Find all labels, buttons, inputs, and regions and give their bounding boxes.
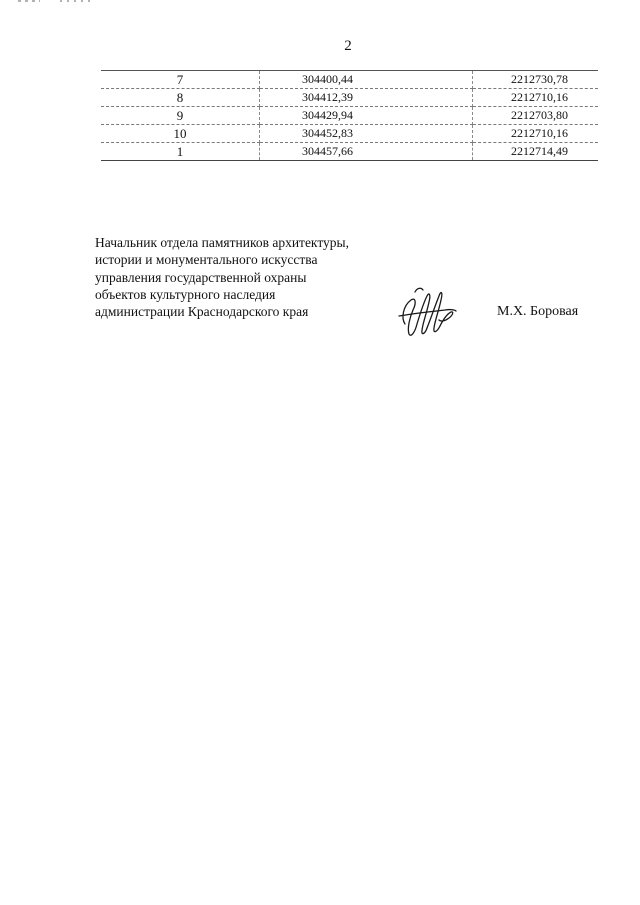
coordinates-table (101, 70, 598, 161)
x-coordinate-cell: 304412,39 (260, 89, 473, 107)
position-line: управления государственной охраны (95, 269, 307, 285)
y-coordinate-cell: 2212703,80 (473, 107, 599, 125)
y-coordinate-cell: 2212710,16 (473, 125, 599, 143)
page-number: 2 (344, 38, 352, 54)
point-number-cell: 7 (101, 71, 260, 89)
y-coordinate-cell: 2212730,78 (473, 71, 599, 89)
scan-edge-marks (0, 0, 640, 3)
table-row (101, 89, 598, 107)
position-line: объектов культурного наследия (95, 286, 276, 302)
y-coordinate-cell: 2212714,49 (473, 143, 599, 161)
point-number-cell: 8 (101, 89, 260, 107)
signer-position (95, 234, 349, 320)
position-line: истории и монументального искусства (95, 252, 318, 268)
table-row (101, 71, 598, 89)
x-coordinate-cell: 304457,66 (260, 143, 473, 161)
position-line: Начальник отдела памятников архитектуры, (95, 235, 349, 250)
table-row (101, 107, 598, 125)
handwritten-signature (393, 284, 459, 340)
x-coordinate-cell: 304452,83 (260, 125, 473, 143)
position-line: администрации Краснодарского края (95, 304, 309, 320)
x-coordinate-cell: 304429,94 (260, 107, 473, 125)
table-row (101, 143, 598, 161)
signer-name: М.Х. Боровая (497, 304, 579, 319)
x-coordinate-cell: 304400,44 (260, 71, 473, 89)
point-number-cell: 1 (101, 143, 260, 161)
point-number-cell: 9 (101, 107, 260, 125)
table-row (101, 125, 598, 143)
y-coordinate-cell: 2212710,16 (473, 89, 599, 107)
point-number-cell: 10 (101, 125, 260, 143)
